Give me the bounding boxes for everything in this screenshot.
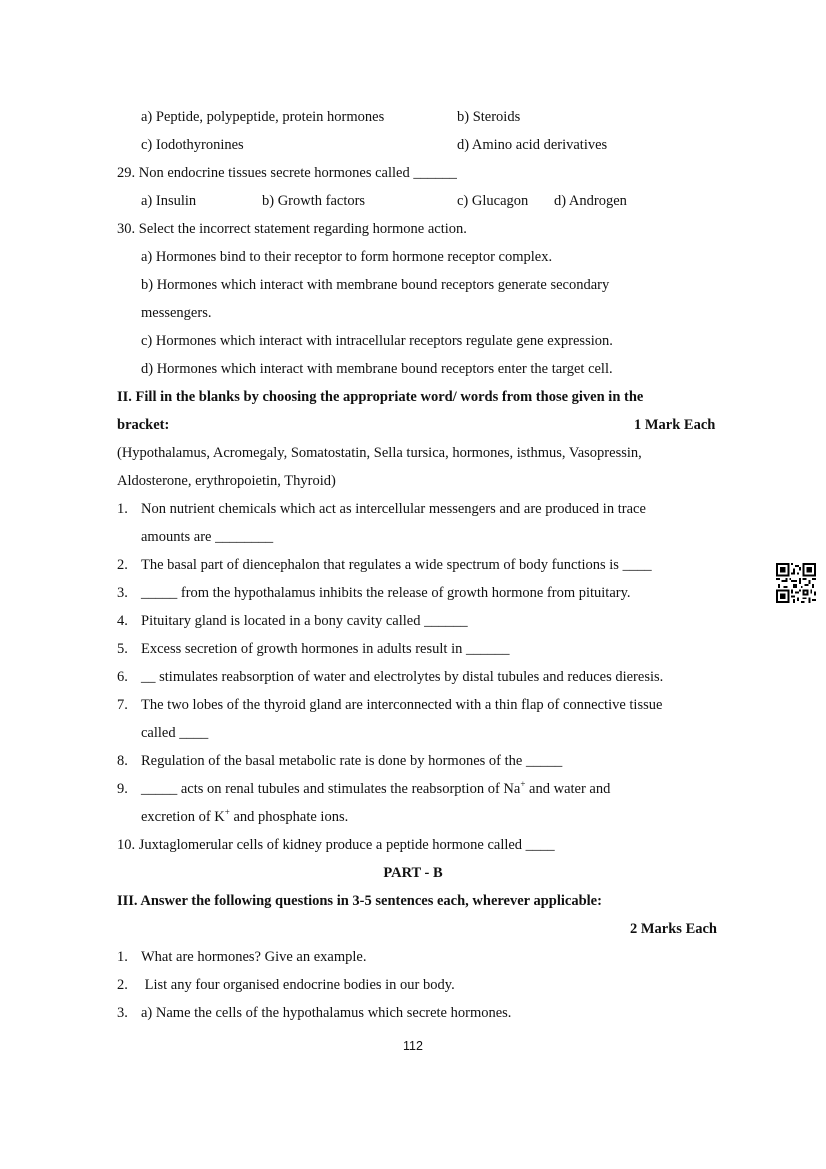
fill-item-9-text: _____ acts on renal tubules and stimulates the reabsorption of Na+ and water and — [141, 779, 611, 797]
section2-heading-line2: bracket: — [117, 417, 170, 433]
fill-item-1-text: Non nutrient chemicals which act as intercellular messengers and are produced in trace — [141, 501, 646, 517]
q28-option-d: d) Amino acid derivatives — [457, 137, 608, 153]
q30-option-b-line1: b) Hormones which interact with membrane bound receptors generate secondary — [141, 277, 610, 293]
q29-option-b: b) Growth factors — [262, 193, 366, 209]
q29-option-a: a) Insulin — [141, 193, 197, 209]
fill-item-8-text: Regulation of the basal metabolic rate is done by hormones of the _____ — [141, 753, 563, 769]
partb-item-3-text: a) Name the cells of the hypothalamus which secrete hormones. — [141, 1005, 512, 1021]
section3-heading: III. Answer the following questions in 3-5 sentences each, wherever applicable: — [117, 893, 602, 909]
fill-item-3-number: 3. — [117, 585, 128, 601]
fill-item-9-text-cont: excretion of K+ and phosphate ions. — [141, 807, 349, 825]
partb-item-3-number: 3. — [117, 1005, 128, 1021]
fill-item-7-text-cont: called ____ — [141, 725, 209, 741]
fill-item-4-number: 4. — [117, 613, 128, 629]
part-b-title: PART - B — [383, 865, 443, 881]
fill-item-2-number: 2. — [117, 557, 128, 573]
q29-option-c: c) Glucagon — [457, 193, 529, 209]
partb-item-2-number: 2. — [117, 977, 128, 993]
partb-item-1-number: 1. — [117, 949, 128, 965]
q30-option-c: c) Hormones which interact with intracellular receptors regulate gene expression. — [141, 333, 613, 349]
q28-option-b: b) Steroids — [457, 109, 521, 125]
q29-option-d: d) Androgen — [554, 193, 627, 209]
qr-code-icon — [776, 563, 816, 603]
fill-item-7-number: 7. — [117, 697, 128, 713]
fill-item-2-text: The basal part of diencephalon that regulates a wide spectrum of body functions is ____ — [141, 557, 652, 573]
fill-item-1-text-cont: amounts are ________ — [141, 529, 274, 545]
fill-item-6-number: 6. — [117, 669, 128, 685]
q30-question: 30. Select the incorrect statement regarding hormone action. — [117, 221, 467, 237]
fill-item-5-text: Excess secretion of growth hormones in adults result in ______ — [141, 641, 510, 657]
fill-item-10: 10. Juxtaglomerular cells of kidney produce a peptide hormone called ____ — [117, 837, 555, 853]
superscript-plus: + — [224, 807, 230, 818]
section3-marks: 2 Marks Each — [630, 921, 717, 937]
fill-item-5-number: 5. — [117, 641, 128, 657]
fill-item-9-number: 9. — [117, 781, 128, 797]
fill-item-4-text: Pituitary gland is located in a bony cavity called ______ — [141, 613, 468, 629]
fill-item-8-number: 8. — [117, 753, 128, 769]
superscript-plus: + — [520, 779, 526, 790]
q30-option-b-line2: messengers. — [141, 305, 212, 321]
q28-option-a: a) Peptide, polypeptide, protein hormones — [141, 109, 385, 125]
q30-option-a: a) Hormones bind to their receptor to form hormone receptor complex. — [141, 249, 553, 265]
partb-item-2-text: List any four organised endocrine bodies in our body. — [141, 977, 455, 993]
fill-item-6-text: __ stimulates reabsorption of water and electrolytes by distal tubules and reduces dieresis. — [141, 669, 664, 685]
partb-item-1-text: What are hormones? Give an example. — [141, 949, 367, 965]
fill-item-1-number: 1. — [117, 501, 128, 517]
q28-option-c: c) Iodothyronines — [141, 137, 244, 153]
page-number: 112 — [403, 1039, 423, 1053]
word-bank-line1: (Hypothalamus, Acromegaly, Somatostatin, Sella tursica, hormones, isthmus, Vasopressin, — [117, 445, 642, 461]
word-bank-line2: Aldosterone, erythropoietin, Thyroid) — [117, 473, 336, 489]
section2-heading-line1: II. Fill in the blanks by choosing the appropriate word/ words from those given in the — [117, 389, 644, 405]
fill-item-3-text: _____ from the hypothalamus inhibits the release of growth hormone from pituitary. — [141, 585, 631, 601]
fill-item-7-text: The two lobes of the thyroid gland are interconnected with a thin flap of connective tissue — [141, 697, 663, 713]
q29-question: 29. Non endocrine tissues secrete hormones called ______ — [117, 165, 457, 181]
q30-option-d: d) Hormones which interact with membrane bound receptors enter the target cell. — [141, 361, 613, 377]
section2-marks: 1 Mark Each — [634, 417, 716, 433]
